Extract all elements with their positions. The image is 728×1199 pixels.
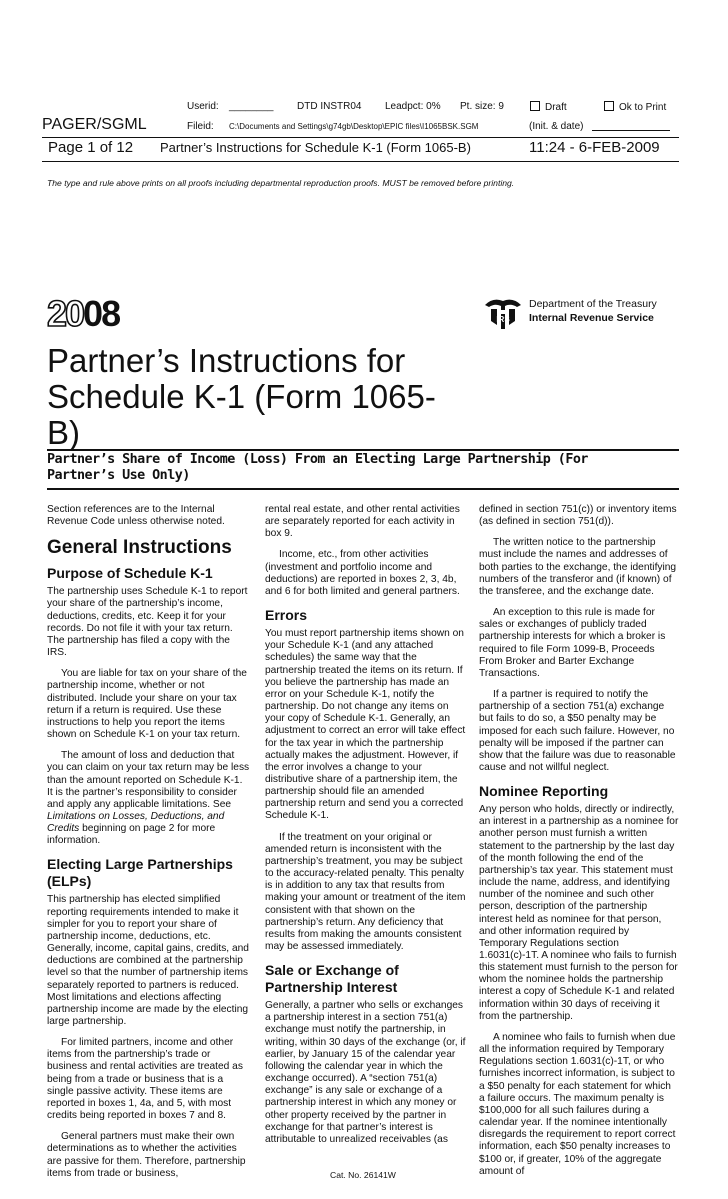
init-date-line [592, 130, 670, 131]
paragraph: rental real estate, and other rental activities are separately reported for each activity in box 9. [265, 504, 460, 540]
paragraph: You are liable for tax on your share of the partnership income, whether or not distributed. Include your share on your tax return if a return is required. Use these instructions to help you report the items shown on Schedule K-1 on your tax return. [47, 668, 247, 741]
header-doc-title: Partner’s Instructions for Schedule K-1 (Form 1065-B) [160, 140, 471, 155]
paragraph-limitations: The amount of loss and deduction that you can claim on your tax return may be less than the amount reported on Schedule K-1. It is the partner’s responsibility to consider and apply any applicable limitations. See Limitations on Losses, Deductions, and Credits beginning on page 2 for more information. [47, 750, 250, 847]
paragraph: If the treatment on your original or amended return is inconsistent with the partnership’s treatment, you may be subject to the accuracy-related penalty. This penalty is in addition to any tax that results from making your amount or treatment of the item consistent with that shown on the partnership’s return. Any deficiency that results from making the amounts consistent may be assessed immediately. [265, 831, 466, 952]
paragraph: General partners must make their own determinations as to whether the activities are passive for them. Therefore, partnership items from trade or business, [47, 1131, 246, 1179]
paragraph: The written notice to the partnership must include the names and addresses of both parties to the exchange, the identifying numbers of the transferor and (if known) of the transferee, and the exchange date. [479, 537, 677, 597]
paragraph: An exception to this rule is made for sales or exchanges of publicly traded partnership interests for which a broker is required to file Form 1099-B, Proceeds From Broker and Barter Exchange Transactions. [479, 607, 666, 679]
svg-text:IRS: IRS [496, 315, 510, 324]
draft-box-icon[interactable] [530, 101, 540, 111]
leadpct-label: Leadpct: 0% [385, 101, 441, 112]
heading-sale-exchange: Sale or Exchange of Partnership Interest [265, 962, 399, 996]
heading-errors: Errors [265, 607, 308, 624]
init-date-label: (Init. & date) [529, 121, 584, 132]
ok-box-icon[interactable] [604, 101, 614, 111]
ok-to-print-checkbox[interactable]: Ok to Print [604, 101, 666, 113]
page-title: Partner’s Instructions for Schedule K-1 (Form 1065-B) [47, 342, 436, 451]
column-3 [479, 504, 679, 1187]
agency-irs: Internal Revenue Service [529, 312, 654, 324]
paragraph: This partnership has elected simplified reporting requirements intended to make it simpler for you to report your share of partnership income, deductions, etc. Generally, income, capital gains, credits, and deductions are combined at the partnership level so that the number of partnership items separately reported to partners is reduced. Most limitations and elections affecting partnership income are made by the electing large partnership. [47, 894, 249, 1027]
paragraph: Income, etc., from other activities (investment and portfolio income and deductions) are reported in boxes 2, 3, 4b, and 6 for both limited and general partners. [265, 549, 460, 597]
irs-eagle-logo-icon [483, 295, 523, 333]
draft-checkbox[interactable]: Draft [530, 101, 567, 113]
subtitle: Partner’s Share of Income (Loss) From an Electing Large Partnership (For Partner’s Use Only) [47, 452, 588, 483]
paragraph: A nominee who fails to furnish when due all the information required by Temporary Regulations section 1.6031(c)-1T, or who furnishes incorrect information, is subject to a $50 penalty for each statement for which a failure occurs. The maximum penalty is $100,000 for all such failures during a calendar year. If the nominee intentionally disregards the requirement to report correct information, each $50 penalty increases to $100 or, if greater, 10% of the aggregate amount of [479, 1031, 676, 1177]
ptsize-label: Pt. size: 9 [460, 101, 504, 112]
paragraph: You must report partnership items shown on your Schedule K-1 (and any attached schedules) the same way that the partnership treated the items on its return. If you believe the partnership has made an error on your Schedule K-1, notify the partnership. Do not change any items on your copy of Schedule K-1. Generally, an adjustment to correct an error will take effect for the tax year in which the partnership actually makes the adjustment. However, if the error involves a change to your distributive share of a partnership item, the partnership should file an amended partnership return and send you a corrected Schedule K-1. [265, 628, 466, 822]
fileid-label: Fileid: [187, 121, 214, 132]
dtd-label: DTD INSTR04 [297, 101, 362, 112]
heading-nominee-reporting: Nominee Reporting [479, 783, 609, 800]
heading-purpose: Purpose of Schedule K-1 [47, 565, 213, 582]
column-2 [265, 504, 467, 1155]
fileid-value: C:\Documents and Settings\g74gb\Desktop\EPIC files\I1065BSK.SGM [229, 122, 479, 131]
tax-year: 2008 [47, 293, 120, 334]
catalog-number: Cat. No. 26141W [330, 1170, 396, 1180]
paragraph: For limited partners, income and other items from the partnership’s trade or business and rental activities are treated as being from a trade or business that is a single passive activity. These items are reported in boxes 1, 4a, and 5, with most credits being reported in boxes 7 and 8. [47, 1037, 243, 1122]
agency-department: Department of the Treasury [529, 298, 657, 310]
userid-value: ________ [229, 101, 274, 112]
title-rule [47, 449, 679, 451]
limitations-reference: Limitations on Losses, Deductions, and Credits [47, 810, 225, 835]
userid-label: Userid: [187, 101, 219, 112]
header-rule-bottom [42, 161, 679, 162]
header-rule-top [42, 137, 679, 138]
page-number: Page 1 of 12 [48, 139, 134, 156]
paragraph: The partnership uses Schedule K-1 to report your share of the partnership’s income, deductions, credits, etc. Keep it for your records. Do not file it with your tax return. The partnership has filed a copy with the IRS. [47, 586, 248, 659]
subtitle-rule [47, 488, 679, 490]
column-1 [47, 504, 250, 1189]
paragraph: If a partner is required to notify the partnership of a section 751(a) exchange but fails to do so, a $50 penalty may be imposed for each such failure. However, no penalty will be imposed if the partner can show that the failure was due to reasonable cause and not willful neglect. [479, 689, 676, 773]
heading-general-instructions: General Instructions [47, 537, 232, 559]
pager-label: PAGER/SGML [42, 116, 147, 133]
paragraph: defined in section 751(c)) or inventory items (as defined in section 751(d)). [479, 504, 677, 528]
paragraph: Generally, a partner who sells or exchanges a partnership interest in a section 751(a) exchange must notify the partnership, in writing, within 30 days of the exchange (or, if earlier, by January 15 of the calendar year following the calendar year in which the exchange occurred). A “section 751(a) exchange” is any sale or exchange of a partnership interest in which any money or other property received by the partner in exchange for that partner’s interest is attributable to unrealized receivables (as [265, 1000, 466, 1145]
header-timestamp: 11:24 - 6-FEB-2009 [529, 139, 660, 156]
heading-elp: Electing Large Partnerships (ELPs) [47, 856, 233, 890]
intro-paragraph: Section references are to the Internal Revenue Code unless otherwise noted. [47, 504, 225, 528]
paragraph: Any person who holds, directly or indirectly, an interest in a partnership as a nominee for another person must furnish a written statement to the partnership by the last day of the month following the end of the partnership’s tax year. This statement must include the name, address, and identifying number of the nominee and such other person, description of the partnership interest held as nominee for that person, and other information required by Temporary Regulations section 1.6031(c)-1T. A nominee who fails to furnish this statement must furnish to the person for whom the nominee holds the partnership interest a copy of Schedule K-1 and related information within 30 days of receiving it from the partnership. [479, 804, 679, 1022]
proof-notice: The type and rule above prints on all proofs including departmental reproduction proofs. MUST be removed before printing. [47, 178, 515, 188]
